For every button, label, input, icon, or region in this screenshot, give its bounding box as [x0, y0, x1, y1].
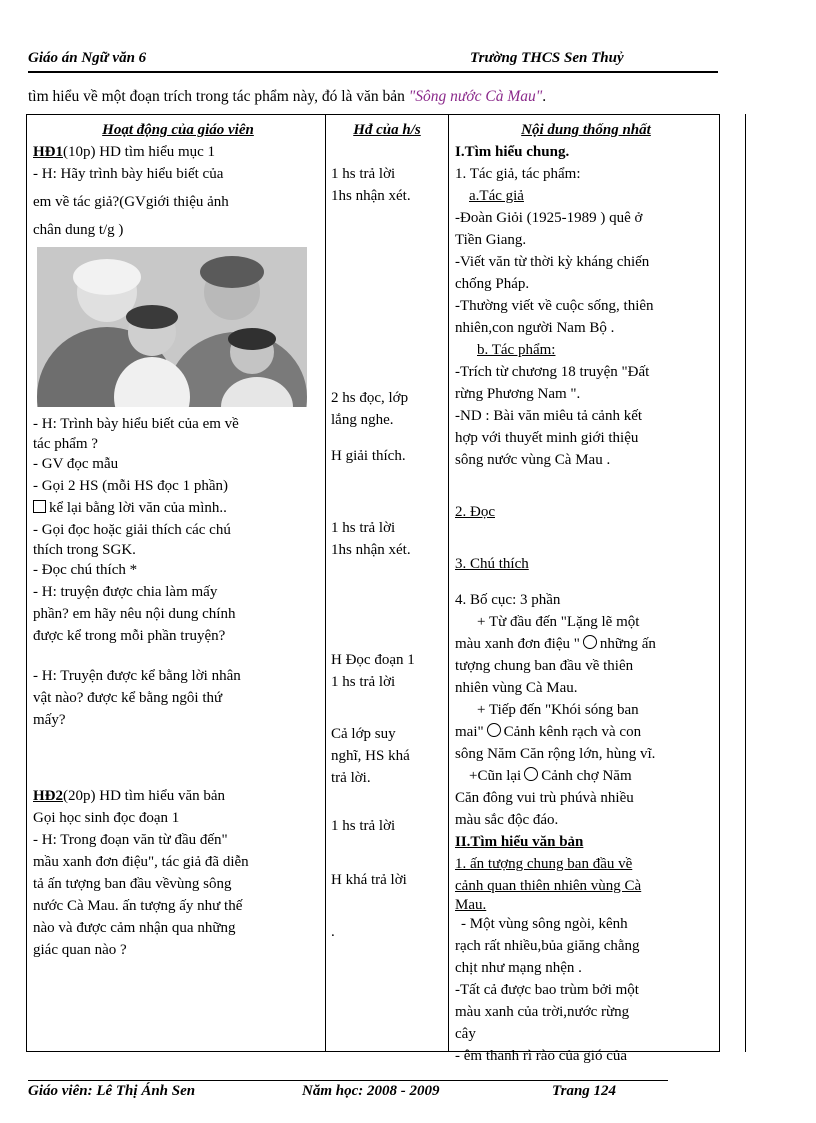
student-s6a: Cả lớp suy [331, 726, 396, 742]
content-c23b: Cảnh chợ Năm [541, 768, 632, 784]
footer-divider [28, 1080, 668, 1081]
circle-arrow-icon [524, 767, 538, 781]
content-c11: hợp với thuyết minh giới thiệu [455, 430, 639, 446]
student-s1b: 1hs nhận xét. [331, 188, 411, 204]
teacher-q3: - GV đọc mẫu [33, 456, 119, 472]
content-c1b: b. Tác phẩm: [477, 342, 556, 358]
circle-arrow-icon [487, 723, 501, 737]
content-c10: -ND : Bài văn miêu tả cảnh kết [455, 408, 643, 424]
student-s4b: 1hs nhận xét. [331, 542, 411, 558]
hd2-label: HĐ2 [33, 788, 63, 804]
teacher-q1b: em về tác giả?(GVgiới thiệu ảnh [33, 194, 229, 210]
teacher-q7: - Đọc chú thích * [33, 562, 138, 578]
content-c8: -Trích từ chương 18 truyện "Đất [455, 364, 650, 380]
content-c20: + Tiếp đến "Khói sóng ban [477, 702, 639, 718]
content-c19: nhiên vùng Cà Mau. [455, 680, 578, 696]
teacher-q11e: nào và được cảm nhận qua những [33, 920, 236, 936]
student-s7: 1 hs trả lời [331, 818, 396, 834]
header-right: Trường THCS Sen Thuỷ [470, 50, 624, 66]
content-c9: rừng Phương Nam ". [455, 386, 581, 402]
intro-end: . [542, 88, 547, 105]
content-c32: -Tất cả được bao trùm bởi một [455, 982, 639, 998]
content-c17a: màu xanh đơn điệu " [455, 636, 580, 652]
hd1-text: (10p) HD tìm hiểu mục 1 [63, 144, 216, 160]
content-c18: tượng chung ban đầu về thiên [455, 658, 634, 674]
content-c13: 2. Đọc [455, 504, 495, 520]
student-header: Hđ của h/s [353, 122, 421, 138]
student-s4a: 1 hs trả lời [331, 520, 396, 536]
content-c7: nhiên,con người Nam Bộ . [455, 320, 615, 336]
content-c1: 1. Tác giả, tác phẩm: [455, 166, 581, 182]
intro-text: tìm hiểu về một đoạn trích trong tác phẩm này, đó là văn bản [28, 88, 405, 105]
student-s2b: lắng nghe. [331, 412, 394, 428]
intro-line [28, 88, 728, 106]
content-c21a: mai" [455, 724, 484, 740]
content-c31: chịt như mạng nhện . [455, 960, 582, 976]
teacher-column [33, 115, 323, 961]
content-c4: -Viết văn từ thời kỳ kháng chiến [455, 254, 650, 270]
content-c14: 3. Chú thích [455, 556, 529, 572]
student-s8: H khá trả lời [331, 872, 407, 888]
content-c35: - êm thanh rì rào của gió của [455, 1048, 628, 1064]
student-s5a: H Đọc đoạn 1 [331, 652, 415, 668]
content-c27: cảnh quan thiên nhiên vùng Cà [455, 878, 642, 894]
teacher-q5: kể lại bằng lời văn của mình.. [49, 500, 227, 516]
student-s2a: 2 hs đọc, lớp [331, 390, 409, 406]
teacher-q6a: - Gọi đọc hoặc giải thích các chú [33, 522, 231, 538]
content-c5: chống Pháp. [455, 276, 530, 292]
teacher-q9b: vật nào? được kể bằng ngôi thứ [33, 690, 223, 706]
circle-arrow-icon [583, 635, 597, 649]
intro-title: "Sông nước Cà Mau" [408, 88, 543, 105]
content-header: Nội dung thống nhất [521, 122, 651, 138]
teacher-q11d: nước Cà Mau. ấn tượng ấy như thế [33, 898, 243, 914]
content-c26: 1. ấn tượng chung ban đầu về [455, 856, 633, 872]
teacher-header: Hoạt động của giáo viên [102, 122, 254, 138]
teacher-q1a: - H: Hãy trình bày hiểu biết của [33, 166, 224, 182]
content-c17b: những ấn [599, 636, 656, 652]
student-column [331, 115, 443, 943]
teacher-q9c: mấy? [33, 712, 66, 728]
teacher-q11c: tả ấn tượng ban đầu vềvùng sông [33, 876, 232, 892]
header-divider [28, 71, 718, 73]
author-photo-illustration [37, 247, 307, 407]
right-margin-line [745, 114, 746, 1052]
content-c24: Căn đông vui trù phúvà nhiều [455, 790, 634, 806]
content-c28: Mau. [455, 897, 487, 913]
footer-teacher: Giáo viên: Lê Thị Ánh Sen [28, 1083, 196, 1099]
hd2-text: (20p) HD tìm hiểu văn bản [63, 788, 226, 804]
content-c1a: a.Tác giả [469, 188, 524, 204]
student-s3: H giải thích. [331, 448, 406, 464]
teacher-q8a: - H: truyện được chia làm mấy [33, 584, 218, 600]
content-c22: sông Năm Căn rộng lớn, hùng vĩ. [455, 746, 656, 762]
teacher-q8b: phần? em hãy nêu nội dung chính [33, 606, 236, 622]
content-c16: + Từ đầu đến "Lặng lẽ một [477, 614, 640, 630]
content-c33: màu xanh của trời,nước rừng [455, 1004, 630, 1020]
content-c15: 4. Bố cục: 3 phần [455, 592, 561, 608]
column-divider-1 [325, 115, 326, 1051]
content-section-2: II.Tìm hiểu văn bản [455, 834, 584, 850]
student-s1a: 1 hs trả lời [331, 166, 396, 182]
teacher-q8c: được kể trong mỗi phần truyện? [33, 628, 226, 644]
teacher-q6b: thích trong SGK. [33, 542, 136, 558]
content-c25: màu sắc độc đáo. [455, 812, 559, 828]
teacher-q10: Gọi học sinh đọc đoạn 1 [33, 810, 180, 826]
author-photo [37, 247, 307, 407]
teacher-q2b: tác phẩm ? [33, 436, 98, 452]
teacher-q9a: - H: Truyện được kể bằng lời nhân [33, 668, 241, 684]
student-s6b: nghĩ, HS khá [331, 748, 410, 764]
content-c3: Tiền Giang. [455, 232, 527, 248]
content-column [455, 115, 717, 1067]
content-c2: -Đoàn Giỏi (1925-1989 ) quê ở [455, 210, 643, 226]
content-c29: - Một vùng sông ngòi, kênh [461, 916, 628, 932]
student-s5b: 1 hs trả lời [331, 674, 396, 690]
content-c30: rạch rất nhiều,bủa giăng chằng [455, 938, 640, 954]
box-bullet-icon [33, 500, 46, 513]
content-c34: cây [455, 1026, 476, 1042]
content-c21b: Cảnh kênh rạch và con [503, 724, 642, 740]
teacher-q2a: - H: Trình bày hiểu biết của em về [33, 416, 239, 432]
content-section-1: I.Tìm hiểu chung. [455, 144, 570, 160]
teacher-q11b: mầu xanh đơn điệu", tác giả đã diễn [33, 854, 249, 870]
student-s6c: trả lời. [331, 770, 371, 786]
hd1-label: HĐ1 [33, 144, 63, 160]
content-c23a: +Cũn lại [469, 768, 522, 784]
footer-year: Năm học: 2008 - 2009 [302, 1083, 440, 1099]
header-left: Giáo án Ngữ văn 6 [28, 50, 147, 66]
lesson-table [26, 114, 720, 1064]
footer-page: Trang 124 [552, 1083, 617, 1099]
teacher-q11a: - H: Trong đoạn văn từ đầu đến" [33, 832, 228, 848]
teacher-q11f: giác quan nào ? [33, 942, 127, 958]
content-c6: -Thường viết về cuộc sống, thiên [455, 298, 654, 314]
teacher-q4: - Gọi 2 HS (mỗi HS đọc 1 phần) [33, 478, 228, 494]
column-divider-2 [448, 115, 449, 1051]
teacher-q1c: chân dung t/g ) [33, 222, 124, 238]
student-s9: . [331, 924, 335, 940]
content-c12: sông nước vùng Cà Mau . [455, 452, 611, 468]
